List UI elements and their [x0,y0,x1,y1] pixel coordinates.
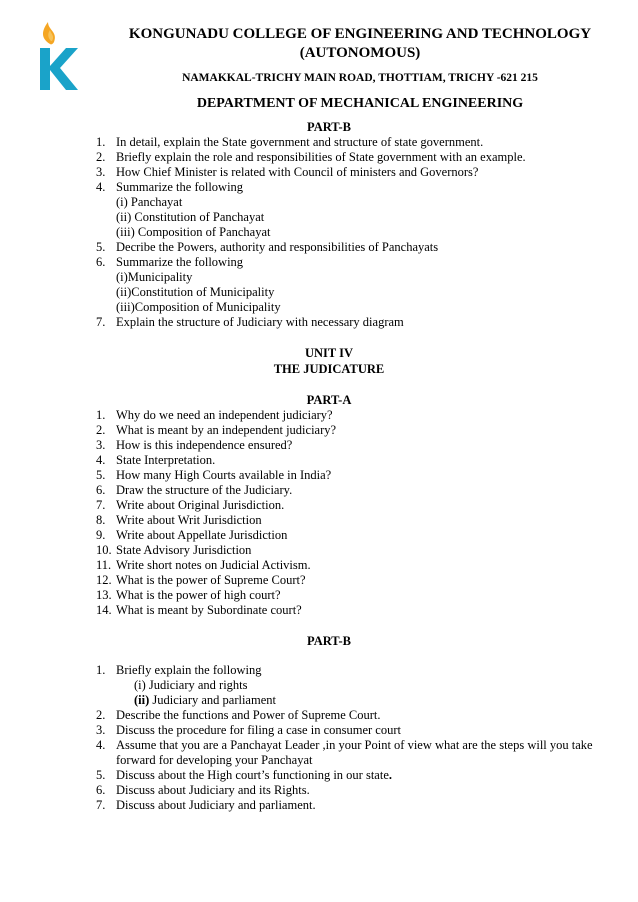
department-name: DEPARTMENT OF MECHANICAL ENGINEERING [196,96,524,111]
list-item: 5. Decribe the Powers, authority and responsibilities of Panchayats [96,240,439,254]
list-item: 5. Discuss about the High court’s functioning in our state. [96,768,393,782]
list-item: 11. Write short notes on Judicial Activism. [96,558,311,572]
unit-title: UNIT IV [304,346,354,360]
list-item: 3. How is this independence ensured? [96,438,293,452]
list-item: 4. State Interpretation. [96,453,216,467]
list-item: 6. Discuss about Judiciary and its Rights. [96,783,310,797]
sub-item: (ii) Constitution of Panchayat [116,210,265,224]
list-item: 4. Summarize the following [96,180,244,194]
list-item: 7. Write about Original Jurisdiction. [96,498,285,512]
sub-item: (i)Municipality [116,270,193,284]
document-header [90,25,630,111]
list-item: 3. How Chief Minister is related with Council of ministers and Governors? [96,165,479,179]
sub-item: (i) Panchayat [116,195,183,209]
list-item: 14. What is meant by Subordinate court? [96,603,302,617]
list-item: 5. How many High Courts available in India? [96,468,332,482]
list-item: 10. State Advisory Jurisdiction [96,543,252,557]
sub-item: (i) Judiciary and rights [134,678,248,692]
part-b-unit-iv-questions [0,663,638,813]
list-item: 2. Describe the functions and Power of Supreme Court. [96,708,381,722]
list-item: 8. Write about Writ Jurisdiction [96,513,262,527]
sub-item: (iii) Composition of Panchayat [116,225,271,239]
list-item: 1. Why do we need an independent judiciary? [96,408,333,422]
list-item: 13. What is the power of high court? [96,588,281,602]
college-name: KONGUNADU COLLEGE OF ENGINEERING AND TECHNOLOGY (AUTONOMOUS) [128,26,592,61]
list-item: 1. Briefly explain the following [96,663,262,677]
list-item: 1. In detail, explain the State government and structure of state government. [96,135,484,149]
list-item: 7. Explain the structure of Judiciary with necessary diagram [96,315,404,329]
part-b-heading: PART-B [306,120,351,134]
part-b-heading-unit-iv: PART-B [306,634,351,648]
part-a-heading: PART-A [306,393,352,407]
sub-item: (ii) Judiciary and parliament [134,693,276,707]
list-item: 12. What is the power of Supreme Court? [96,573,306,587]
college-logo-icon [36,22,80,92]
part-a-questions [0,408,638,618]
list-item: 7. Discuss about Judiciary and parliament. [96,798,316,812]
list-item: 4. Assume that you are a Panchayat Leader ,in your Point of view what are the steps will you take forward for developing your Panchayat [96,738,593,767]
sub-item: (iii)Composition of Municipality [116,300,281,314]
list-item: 2. Briefly explain the role and responsibilities of State government with an example. [96,150,526,164]
list-item: 6. Draw the structure of the Judiciary. [96,483,293,497]
list-item: 3. Discuss the procedure for filing a case in consumer court [96,723,401,737]
part-b-questions [0,135,638,330]
list-item: 6. Summarize the following [96,255,244,269]
sub-item: (ii)Constitution of Municipality [116,285,275,299]
college-address: NAMAKKAL-TRICHY MAIN ROAD, THOTTIAM, TRICHY -621 215 [182,72,538,84]
list-item: 2. What is meant by an independent judiciary? [96,423,337,437]
unit-subtitle: THE JUDICATURE [273,362,385,376]
list-item: 9. Write about Appellate Jurisdiction [96,528,288,542]
document-body [0,120,638,813]
